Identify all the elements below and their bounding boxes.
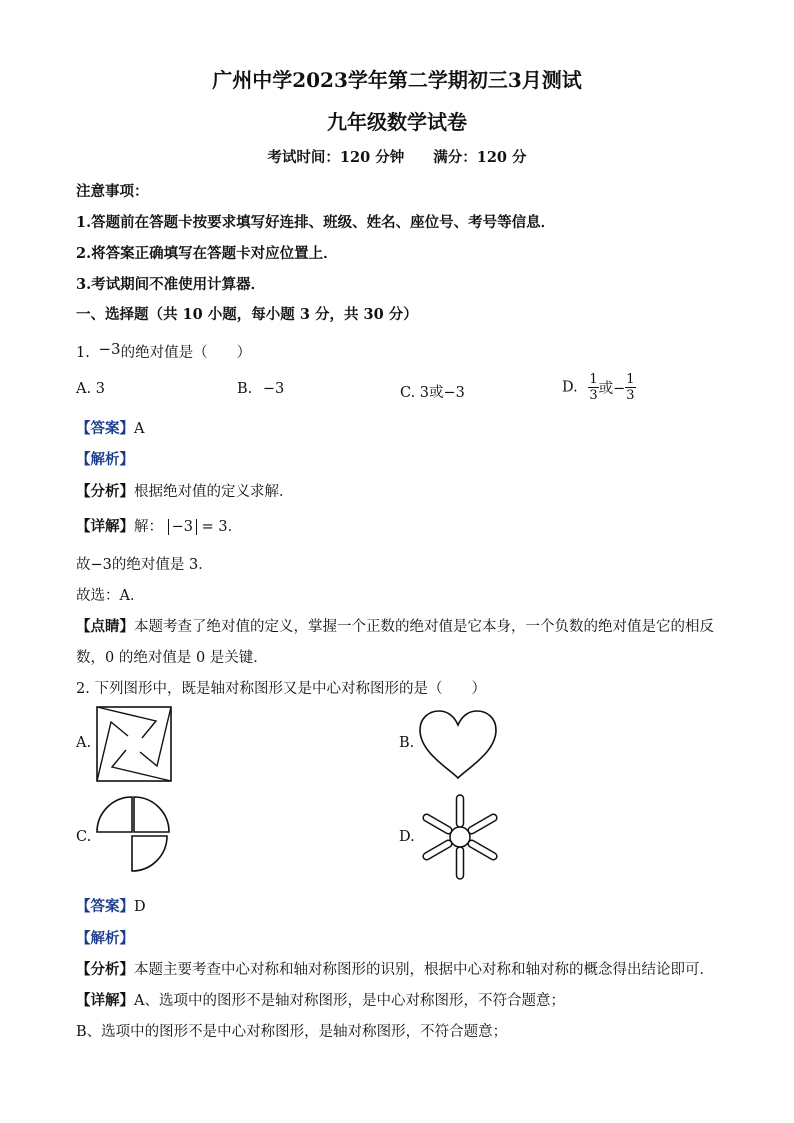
q1-number: 1.	[76, 345, 90, 361]
answer-value: A	[134, 421, 145, 437]
q1-dianjing	[76, 615, 714, 636]
q2-label-d: D.	[399, 829, 415, 845]
q1-dianjing-continued: 数，0 的绝对值是 0 是关键．	[76, 650, 268, 666]
q2-stem: 2. 下列图形中，既是轴对称图形又是中心对称图形的是（ ）	[76, 681, 486, 697]
fenxi-text: 根据绝对值的定义求解．	[134, 484, 294, 500]
q2-fenxi	[76, 958, 714, 979]
q1-option-d-fraction-1	[588, 372, 598, 403]
q1-stem-text: 的绝对值是（ ）	[120, 345, 252, 361]
figure-c-quarter-circle-pinwheel-icon	[96, 796, 172, 872]
absolute-value-expression: −3	[168, 519, 197, 535]
q1-option-d-label: D.	[562, 379, 578, 396]
q1-option-c: C. 3或−3	[400, 385, 465, 401]
detail-tag: 【详解】	[76, 992, 134, 1009]
answer-tag: 【答案】	[76, 898, 134, 915]
note-item-3: 3.考试期间不准使用计算器．	[76, 276, 266, 293]
exam-title: 广州中学2023学年第二学期初三3月测试	[212, 68, 582, 92]
q1-option-b	[237, 381, 284, 397]
detail-equals: = 3．	[201, 519, 243, 535]
notes-heading: 注意事项：	[76, 183, 149, 200]
q2-analysis-tag: 【解析】	[76, 930, 134, 947]
note-item-1: 1.答题前在答题卡按要求填写好连排、班级、姓名、座位号、考号等信息．	[76, 214, 556, 231]
q1-option-b-label: B.	[237, 381, 253, 397]
q1-option-a: A. 3	[76, 381, 105, 397]
dianjing-text-1: 本题考查了绝对值的定义，掌握一个正数的绝对值是它本身，一个负数的绝对值是它的相反	[134, 619, 714, 635]
q1-fenxi	[76, 480, 294, 501]
q2-detail-b: B、选项中的图形不是中心对称图形，是轴对称图形，不符合题意；	[76, 1024, 508, 1040]
q2-label-a: A.	[76, 735, 92, 751]
fraction-numerator: 1	[626, 372, 635, 387]
q2-label-c: C.	[76, 829, 92, 845]
detail-a-text: A、选项中的图形不是轴对称图形，是中心对称图形，不符合题意；	[134, 993, 565, 1009]
detail-prefix: 解：	[134, 519, 163, 535]
q1-option-d-fraction-2	[625, 372, 635, 403]
fenxi-tag: 【分析】	[76, 961, 134, 978]
q1-option-d-mid: 或−	[598, 381, 626, 397]
section-heading: 一、选择题（共 10 小题，每小题 3 分，共 30 分）	[76, 306, 418, 323]
fenxi-text: 本题主要考查中心对称和轴对称图形的识别，根据中心对称和轴对称的概念得出结论即可．	[134, 962, 714, 978]
q1-option-b-value: −3	[262, 381, 285, 397]
fraction-denominator: 3	[626, 388, 635, 403]
dianjing-tag: 【点睛】	[76, 618, 134, 635]
exam-info: 考试时间：120 分钟 满分：120 分	[267, 149, 527, 166]
q1-choose: 故选：A．	[76, 588, 145, 604]
detail-tag: 【详解】	[76, 518, 134, 535]
figure-b-heart-icon	[418, 710, 498, 780]
q1-option-d	[562, 372, 636, 403]
figure-a-square-pinwheel-icon	[96, 706, 172, 782]
q1-conclusion: 故−3的绝对值是 3．	[76, 557, 213, 573]
q2-detail	[76, 989, 565, 1010]
answer-value: D	[134, 899, 146, 915]
q1-detail	[76, 515, 242, 536]
exam-subtitle: 九年级数学试卷	[327, 110, 467, 134]
q1-analysis-tag: 【解析】	[76, 451, 134, 468]
fraction-denominator: 3	[589, 388, 598, 403]
q1-answer	[76, 417, 144, 438]
q1-expression: −3	[98, 340, 121, 358]
note-item-2: 2.将答案正确填写在答题卡对应位置上．	[76, 245, 338, 262]
figure-d-six-petal-flower-icon	[420, 794, 500, 880]
q2-answer	[76, 895, 146, 916]
answer-tag: 【答案】	[76, 420, 134, 437]
fenxi-tag: 【分析】	[76, 483, 134, 500]
fraction-numerator: 1	[589, 372, 598, 387]
q2-label-b: B.	[399, 735, 415, 751]
q1-stem	[76, 341, 251, 362]
